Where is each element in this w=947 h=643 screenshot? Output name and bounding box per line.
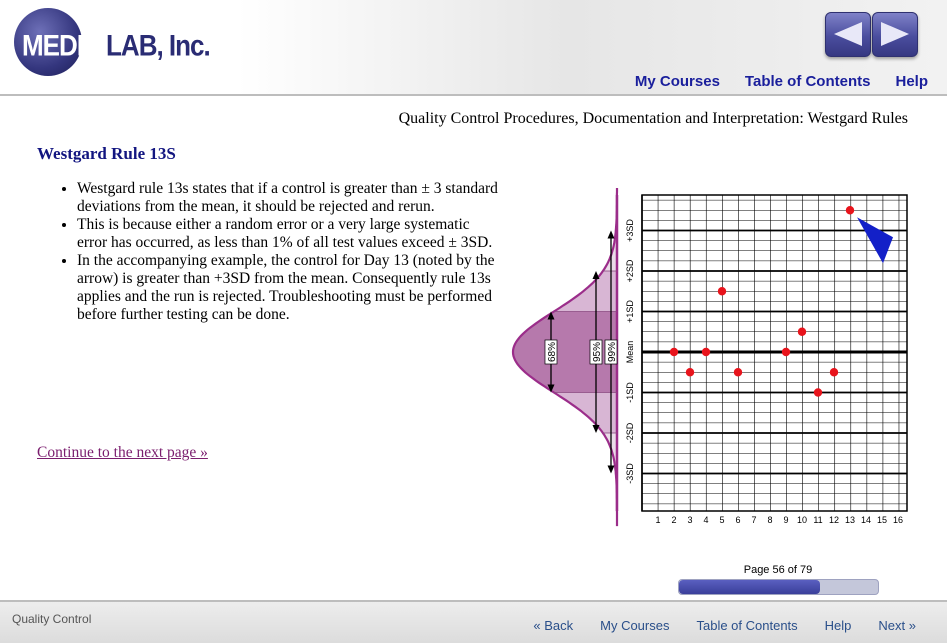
footer [0,600,947,643]
y-tick-label-group [625,300,635,323]
x-tick-label: 16 [892,515,904,525]
prev-arrow-button[interactable] [825,12,871,57]
footer-back-link[interactable]: « Back [533,618,574,633]
y-tick-label: +2SD [625,259,635,283]
percent-arrow-head [593,271,600,279]
footer-toc-link[interactable]: Table of Contents [696,618,798,633]
data-point [734,368,742,376]
course-title: Quality Control Procedures, Documentation and Interpretation: Westgard Rules [398,110,908,127]
percent-arrow-head [608,466,615,474]
x-tick-label: 1 [655,515,661,525]
arrow-left-icon [832,20,864,48]
progress-bar-fill [679,580,820,594]
percent-arrow-head [608,231,615,239]
y-tick-label-group [625,382,635,403]
page-indicator: Page 56 of 79 [743,564,813,576]
x-tick-label: 9 [783,515,789,525]
x-tick-label: 11 [813,515,823,525]
x-tick-label: 15 [876,515,888,525]
y-tick-label: -2SD [625,422,635,444]
percent-arrow-head [593,425,600,433]
x-tick-label: 8 [767,515,773,525]
bullet-item: • This is because either a random error or a very large systematic error has occurred, as less than 1% of all test values exceed ± 3SD. [77,216,499,252]
footer-course-title: Quality Control [12,612,92,626]
content-bullets [55,180,499,324]
x-tick-label: 3 [687,515,693,525]
y-tick-label-group [625,259,635,282]
footer-nav [533,618,916,633]
x-tick-label: 6 [735,515,741,525]
x-tick-label: 13 [844,515,856,525]
y-tick-label: +1SD [625,300,635,323]
percent-label-group [590,340,603,364]
x-tick-label: 10 [796,515,808,525]
percent-label: 68% [547,341,558,363]
footer-next-link[interactable]: Next » [878,618,916,633]
y-tick-label: -3SD [625,463,635,484]
continue-link[interactable]: Continue to the next page » [37,444,208,461]
nav-table-of-contents-link[interactable]: Table of Contents [744,73,871,90]
nav-help-link[interactable]: Help [895,73,928,90]
footer-my-courses-link[interactable]: My Courses [600,618,670,633]
data-point [702,348,710,356]
nav-my-courses-link[interactable]: My Courses [634,73,720,90]
data-point [782,348,790,356]
percent-label: 99% [607,341,618,363]
footer-help-link[interactable]: Help [824,618,852,633]
x-tick-label: 4 [703,515,709,525]
percent-label-group [545,340,558,364]
x-tick-label: 14 [860,515,872,525]
header [0,0,947,96]
data-point [686,368,694,376]
y-tick-label-group [625,219,635,242]
page-heading: Westgard Rule 13S [37,144,176,163]
data-point [830,368,838,376]
y-tick-label: -1SD [625,382,635,403]
progress-bar [678,579,879,595]
x-tick-label: 2 [671,515,677,525]
percent-label-group [605,340,618,364]
levey-jennings-chart [505,188,915,528]
x-tick-label: 7 [751,515,757,525]
y-tick-label-group [625,422,635,443]
y-tick-label-group [625,341,635,364]
normal-distribution-curve [513,188,618,526]
chart-grid [642,195,907,511]
x-tick-label: 12 [828,515,840,525]
top-nav [635,73,928,90]
next-arrow-button[interactable] [872,12,918,57]
percent-label: 95% [592,341,603,363]
y-tick-label-group [625,463,635,484]
y-tick-label: Mean [625,340,635,364]
bullet-item: • In the accompanying example, the control for Day 13 (noted by the arrow) is greater than +3SD from the mean. Consequently rule 13s applies and the run is rejected. Troubleshooting must be performed before further testing can be done. [77,252,499,324]
data-point [846,206,854,214]
arrow-right-icon [879,20,911,48]
data-point [814,388,822,396]
logo-text: MEDIA LAB, Inc. [22,27,210,63]
data-point [798,328,806,336]
bullet-item: • Westgard rule 13s states that if a control is greater than ± 3 standard deviations from the mean, it should be rejected and rerun. [77,180,499,216]
y-tick-label: +3SD [625,219,635,242]
data-point [718,287,726,295]
x-axis-labels [655,515,903,525]
medialab-logo[interactable] [14,8,210,80]
data-point [670,348,678,356]
y-axis-labels [625,219,635,484]
x-tick-label: 5 [719,515,725,525]
